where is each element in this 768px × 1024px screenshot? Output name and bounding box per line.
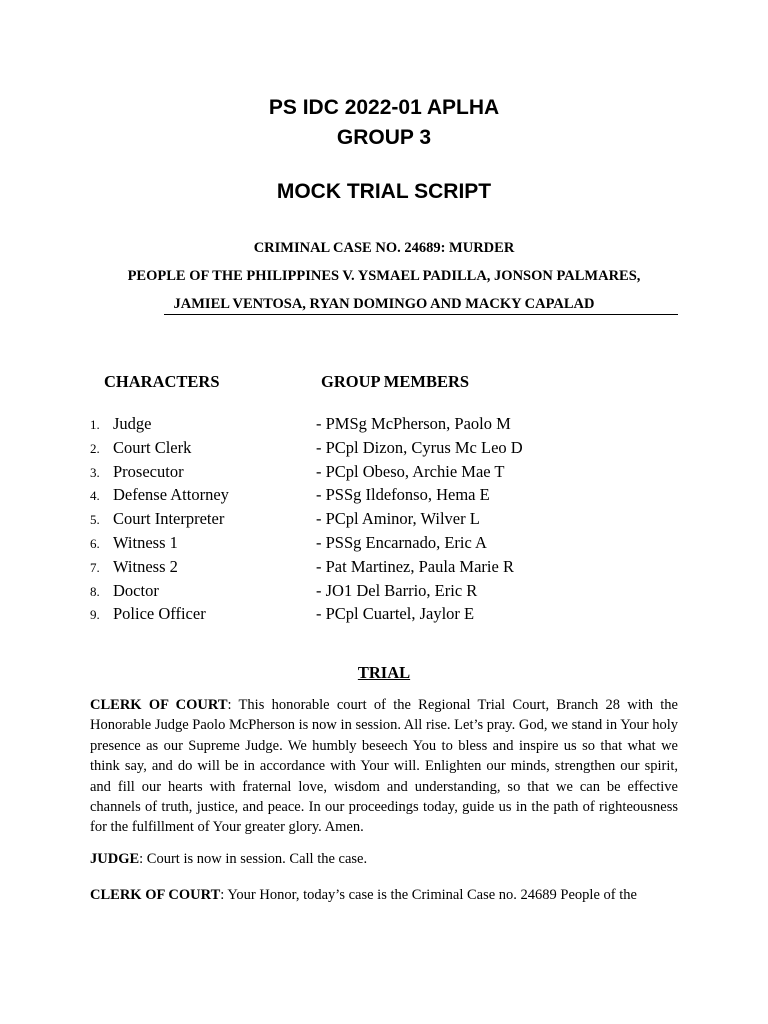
- group-member: - JO1 Del Barrio, Eric R: [316, 580, 478, 600]
- dialogue-text: : This honorable court of the Regional Trial Court, Branch 28 with the Honorable Judge Paolo McPherson is now in session. All rise. Let’s pray. God, we stand in Your holy presence as our Supreme Judge. We humbly beseech You to bless and inspire us so that what we think say, and do will be in accordance with Your will. Enlighten our minds, strengthen our spirit, and fill our hearts with fraternal love, wisdom and understanding, so that we can be effective channels of truth, justice, and peace. In our proceedings today, guide us in the path of righteousness for the fulfillment of Your greater glory. Amen.: [90, 697, 678, 836]
- script-title: MOCK TRIAL SCRIPT: [276, 180, 492, 203]
- speaker-label: CLERK OF COURT: [90, 887, 221, 903]
- group-member: - PCpl Obeso, Archie Mae T: [316, 461, 505, 481]
- character-role: Prosecutor: [113, 461, 184, 481]
- trial-heading: TRIAL: [357, 663, 411, 682]
- group-member: - PCpl Cuartel, Jaylor E: [316, 604, 475, 624]
- roster-row: [0, 462, 768, 486]
- row-number: 4.: [90, 488, 100, 504]
- row-number: 7.: [90, 559, 100, 575]
- row-number: 1.: [90, 417, 100, 432]
- case-number: CRIMINAL CASE NO. 24689: MURDER: [253, 240, 515, 256]
- group-member: - PCpl Dizon, Cyrus Mc Leo D: [316, 437, 523, 457]
- row-number: 6.: [90, 535, 100, 551]
- character-roster: [0, 414, 768, 628]
- script-paragraph: [90, 695, 678, 838]
- group-member: - PMSg McPherson, Paolo M: [316, 414, 511, 433]
- script-paragraph: [90, 885, 678, 905]
- speaker-label: JUDGE: [90, 851, 140, 867]
- case-title-line1: PEOPLE OF THE PHILIPPINES V. YSMAEL PADILLA, JONSON PALMARES,: [127, 268, 641, 284]
- row-number: 2.: [90, 440, 100, 456]
- character-role: Doctor: [113, 580, 159, 600]
- group-members-header: GROUP MEMBERS: [321, 372, 470, 391]
- group-member: - PSSg Encarnado, Eric A: [316, 532, 487, 552]
- roster-row: [0, 414, 768, 438]
- group-member: - Pat Martinez, Paula Marie R: [316, 556, 514, 576]
- characters-header: CHARACTERS: [104, 372, 220, 391]
- group-member: - PSSg Ildefonso, Hema E: [316, 485, 490, 505]
- character-role: Witness 1: [113, 532, 178, 552]
- roster-row: [0, 509, 768, 533]
- roster-row: [0, 581, 768, 605]
- group-member: - PCpl Aminor, Wilver L: [316, 509, 480, 529]
- case-title-underline: [164, 314, 678, 315]
- character-role: Witness 2: [113, 556, 178, 576]
- row-number: 9.: [90, 607, 100, 623]
- roster-row: [0, 438, 768, 462]
- document-title: PS IDC 2022-01 APLHA: [268, 96, 500, 119]
- character-role: Judge: [113, 414, 152, 433]
- roster-row: [0, 485, 768, 509]
- row-number: 5.: [90, 512, 100, 528]
- row-number: 8.: [90, 583, 100, 599]
- roster-row: [0, 557, 768, 581]
- character-role: Court Interpreter: [113, 509, 225, 529]
- case-title-line2: JAMIEL VENTOSA, RYAN DOMINGO AND MACKY CAPALAD: [173, 296, 595, 312]
- speaker-label: CLERK OF COURT: [90, 697, 228, 713]
- roster-row: [0, 604, 768, 628]
- character-role: Defense Attorney: [113, 485, 229, 505]
- character-role: Court Clerk: [113, 437, 192, 457]
- row-number: 3.: [90, 464, 100, 480]
- character-role: Police Officer: [113, 604, 206, 624]
- roster-row: [0, 533, 768, 557]
- group-title: GROUP 3: [336, 126, 432, 149]
- dialogue-text: : Your Honor, today’s case is the Criminal Case no. 24689 People of the: [220, 887, 637, 903]
- script-paragraph: [90, 849, 678, 869]
- dialogue-text: : Court is now in session. Call the case.: [139, 851, 368, 867]
